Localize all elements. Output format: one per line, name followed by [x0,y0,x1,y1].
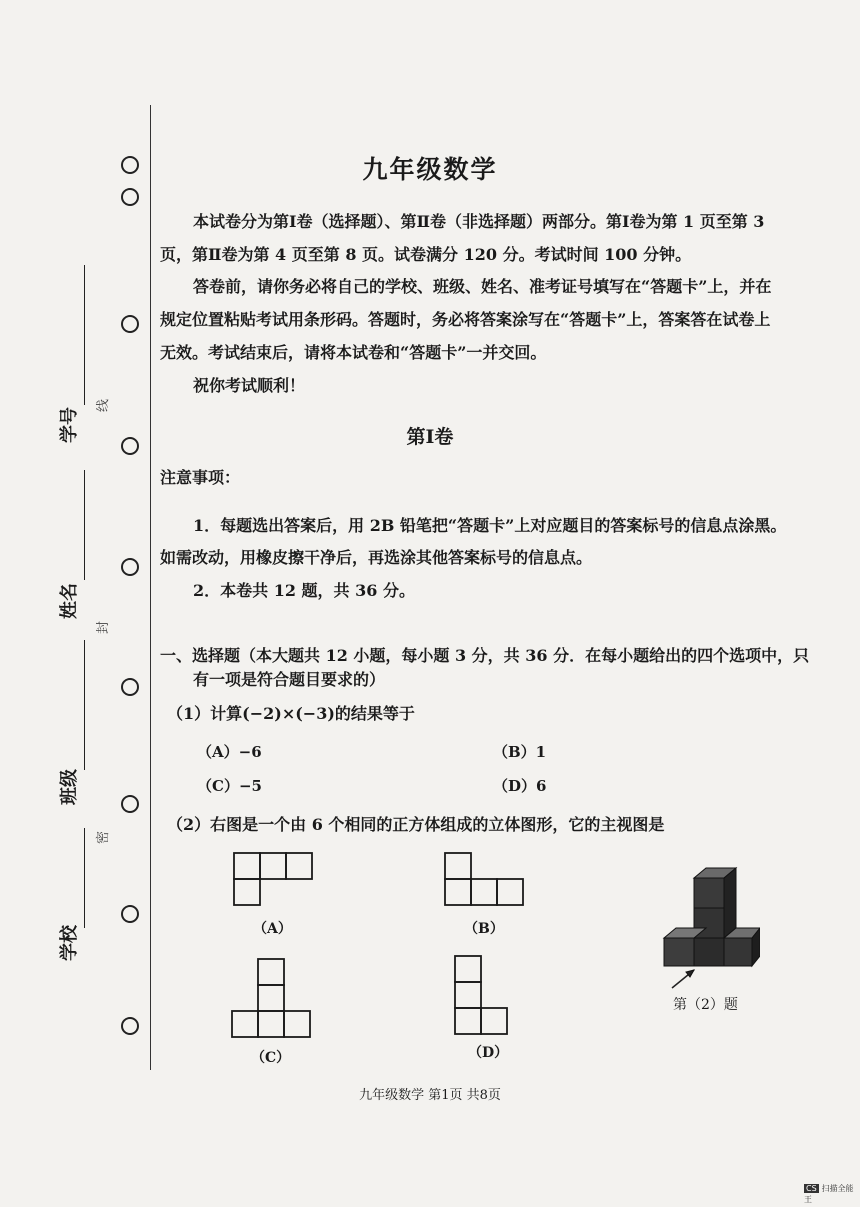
name-label: 姓名 [59,583,80,619]
question-stem: （2）右图是一个由 6 个相同的正方体组成的立体图形，它的主视图是 [167,815,665,834]
part-heading: 有一项是符合题目要求的） [193,670,386,689]
option-c: （C）−5 [197,777,262,795]
option-a: （A）−6 [197,743,262,761]
punch-hole [121,795,139,813]
option-c-label: （C） [251,1050,291,1066]
scanner-name: 扫描全能王 [804,1184,854,1204]
punch-hole [121,558,139,576]
option-d-label: （D） [468,1045,509,1061]
option-a-label: （A） [253,921,292,937]
scanner-logo-icon: CS [806,1184,817,1193]
option-c-figure [231,958,311,1038]
binding-line [150,105,151,1070]
option-b-label: （B） [464,921,504,937]
intro-line: 页，第Ⅱ卷为第 4 页至第 8 页。试卷满分 120 分。考试时间 100 分钟。 [160,245,692,264]
intro-line: 答卷前，请你务必将自己的学校、班级、姓名、准考证号填写在“答题卡”上，并在 [193,277,772,296]
question-stem: （1）计算(−2)×(−3)的结果等于 [167,704,415,723]
punch-hole [121,1017,139,1035]
intro-line: 无效。考试结束后，请将本试卷和“答题卡”一并交回。 [160,343,547,362]
student-id-label: 学号 [59,407,80,443]
section-heading: 第Ⅰ卷 [406,426,454,448]
note-item: 1．每题选出答案后，用 2B 铅笔把“答题卡”上对应题目的答案标号的信息点涂黑。 [193,516,787,535]
seal-char-secret: 密 [96,830,112,845]
scanner-watermark [804,1183,860,1205]
cube-solid-figure [650,860,760,990]
fill-line [84,828,85,928]
figure-caption: 第（2）题 [673,997,738,1013]
option-d: （D）6 [493,777,547,795]
class-label: 班级 [59,769,80,805]
part-heading: 一、选择题（本大题共 12 小题，每小题 3 分，共 36 分．在每小题给出的四个选项中，只 [160,646,810,665]
option-d-figure [454,955,510,1035]
option-b: （B）1 [493,743,547,761]
punch-hole [121,678,139,696]
page-footer: 九年级数学 第1页 共8页 [359,1088,501,1103]
intro-line: 祝你考试顺利！ [193,376,306,395]
school-label: 学校 [59,925,80,961]
page-title: 九年级数学 [362,155,498,184]
punch-hole [121,315,139,333]
seal-char-seal: 封 [96,620,112,635]
punch-hole [121,188,139,206]
option-b-figure [444,852,524,908]
option-a-figure [233,852,313,908]
fill-line [84,640,85,770]
note-item: 2．本卷共 12 题，共 36 分。 [193,581,415,600]
fill-line [84,470,85,580]
intro-line: 本试卷分为第Ⅰ卷（选择题）、第Ⅱ卷（非选择题）两部分。第Ⅰ卷为第 1 页至第 3 [193,212,765,231]
intro-line: 规定位置粘贴考试用条形码。答题时，务必将答案涂写在“答题卡”上，答案答在试卷上 [160,310,771,329]
seal-char-line: 线 [96,398,112,413]
fill-line [84,265,85,405]
notes-heading: 注意事项： [160,468,241,487]
punch-hole [121,905,139,923]
note-item: 如需改动，用橡皮擦干净后，再选涂其他答案标号的信息点。 [160,548,593,567]
